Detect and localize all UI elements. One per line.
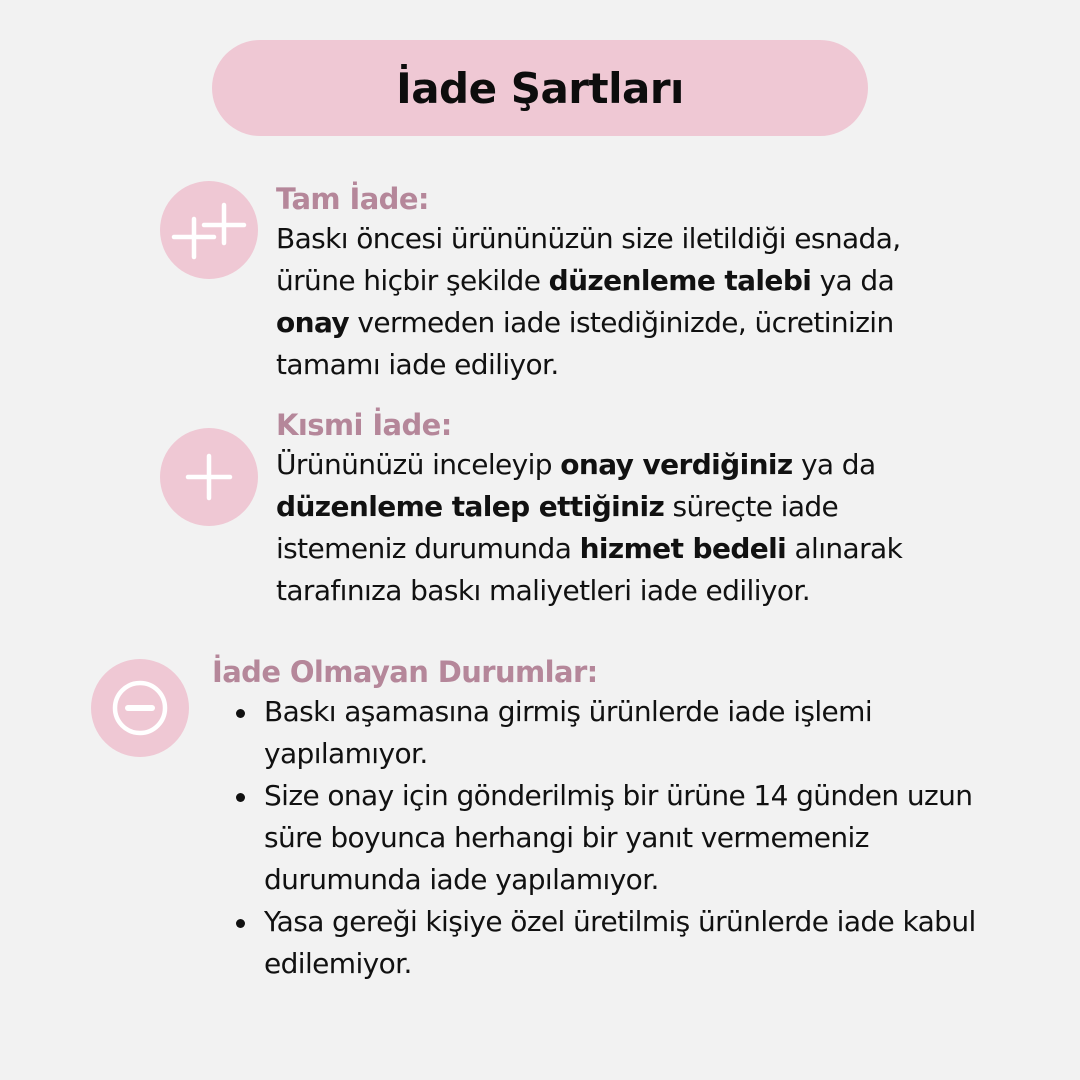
section-partial-refund <box>276 406 966 612</box>
text-span: vermeden iade istediğinizde, ücretinizin tamamı iade ediliyor. <box>276 306 894 381</box>
double-plus-icon <box>160 181 258 279</box>
section-heading: Tam İade: <box>276 182 429 216</box>
text-span: ya da <box>792 448 876 481</box>
bold-span: hizmet bedeli <box>579 532 787 565</box>
section-heading: İade Olmayan Durumlar: <box>212 655 598 689</box>
section-heading: Kısmi İade: <box>276 408 452 442</box>
list-item: Yasa gereği kişiye özel üretilmiş ürünlerde iade kabul edilemiyor. <box>212 901 992 985</box>
plus-icon <box>160 428 258 526</box>
bold-span: düzenleme talep ettiğiniz <box>276 490 665 523</box>
section-no-refund <box>212 653 992 985</box>
text-span: ya da <box>811 264 895 297</box>
bold-span: onay verdiğiniz <box>560 448 793 481</box>
text-span: süreçte iade istemeniz durumunda <box>276 490 839 565</box>
section-body <box>276 218 966 386</box>
title-banner <box>212 40 868 136</box>
bold-span: onay <box>276 306 350 339</box>
page-title: İade Şartları <box>396 63 684 113</box>
text-span: alınarak tarafınıza baskı maliyetleri iade ediliyor. <box>276 532 903 607</box>
text-span: Ürününüzü inceleyip <box>276 448 561 481</box>
section-full-refund <box>276 180 966 386</box>
no-refund-list <box>212 691 992 985</box>
bold-span: düzenleme talebi <box>548 264 812 297</box>
section-body <box>276 444 966 612</box>
minus-circle-icon <box>91 659 189 757</box>
list-item: Size onay için gönderilmiş bir ürüne 14 günden uzun süre boyunca herhangi bir yanıt vermemeniz durumunda iade yapılamıyor. <box>212 775 992 901</box>
list-item: Baskı aşamasına girmiş ürünlerde iade işlemi yapılamıyor. <box>212 691 992 775</box>
text-span: Baskı öncesi ürününüzün size iletildiği esnada, ürüne hiçbir şekilde <box>276 222 901 297</box>
